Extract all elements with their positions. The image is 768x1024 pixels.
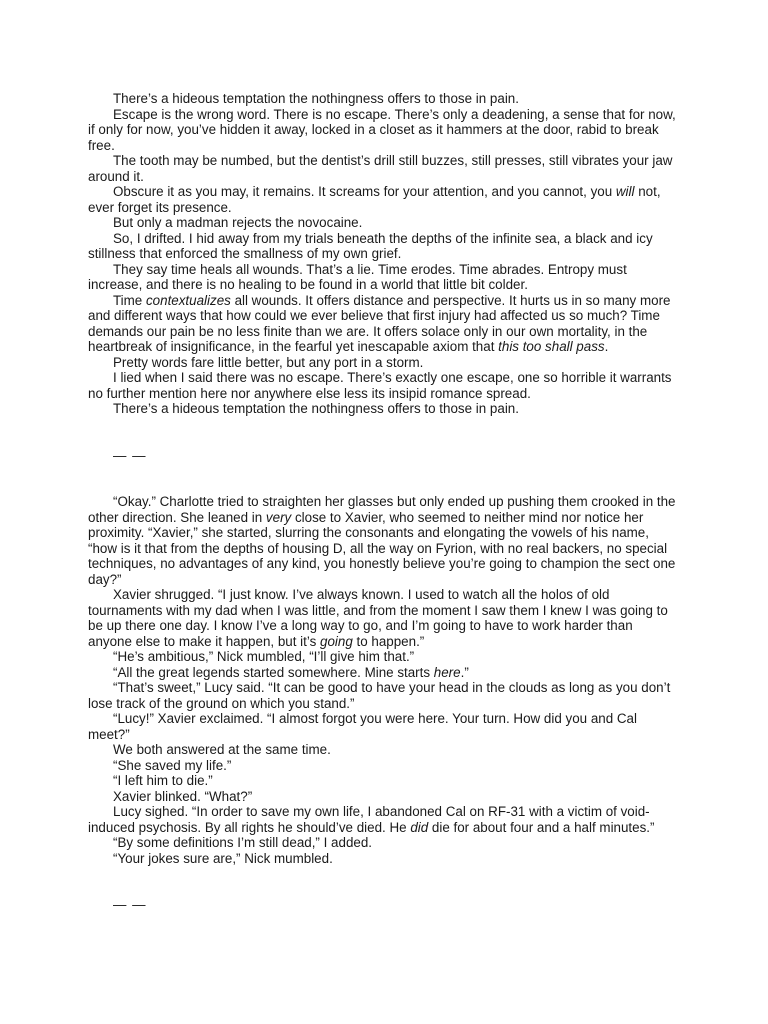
section-separator-end: — —	[113, 897, 147, 912]
emphasis-text: very	[265, 509, 292, 525]
paragraph: “That’s sweet,” Lucy said. “It can be good to have your head in the clouds as long as you don’t lose track of the ground on which you stand.”	[88, 680, 671, 711]
emphasis-text: going	[320, 633, 353, 649]
paragraph: Xavier shrugged. “I just know. I’ve always known. I used to watch all the holos of old tournaments with my dad when I was little, and from the moment I saw them I knew I was going to be up there one day. I know I’ve a long way to go, and I’m going to have to work harder than anyone else to make it happen, but it’s going to happen.”	[88, 587, 668, 649]
paragraph: “By some definitions I’m still dead,” I added.	[113, 835, 373, 850]
paragraph: Obscure it as you may, it remains. It screams for your attention, and you cannot, you will not, ever forget its presence.	[88, 184, 661, 215]
emphasis-text: contextualizes	[145, 292, 231, 308]
text-section-1	[88, 91, 680, 417]
text-section-2	[88, 494, 680, 866]
paragraph: Xavier blinked. “What?”	[113, 788, 253, 804]
paragraph: There’s a hideous temptation the nothingness offers to those in pain.	[113, 91, 519, 106]
paragraph: “Your jokes sure are,” Nick mumbled.	[113, 850, 333, 866]
emphasis-text: did	[410, 819, 429, 835]
paragraph: Pretty words fare little better, but any port in a storm.	[113, 354, 424, 370]
paragraph: They say time heals all wounds. That’s a lie. Time erodes. Time abrades. Entropy must increase, and there is no healing to be found in a world that little bit colder.	[88, 261, 627, 292]
paragraph: Time contextualizes all wounds. It offers distance and perspective. It hurts us in so many more and different ways that how could we ever believe that first injury had affected us so much? Time demands our pain be no less finite than we are. It offers solace only in our own mortality, in the heartbreak of insignificance, in the fearful yet inescapable axiom that this too shall pass.	[88, 292, 671, 354]
paragraph: “Lucy!” Xavier exclaimed. “I almost forgot you were here. Your turn. How did you and Cal meet?”	[88, 711, 637, 742]
paragraph: We both answered at the same time.	[113, 742, 331, 757]
section-separator: — —	[113, 447, 147, 463]
paragraph: “She saved my life.”	[113, 757, 232, 773]
paragraph: But only a madman rejects the novocaine.	[113, 215, 363, 230]
paragraph: The tooth may be numbed, but the dentist’s drill still buzzes, still presses, still vibrates your jaw around it.	[88, 153, 673, 184]
paragraph: “All the great legends started somewhere. Mine starts here.”	[113, 664, 469, 680]
paragraph: Lucy sighed. “In order to save my own life, I abandoned Cal on RF-31 with a victim of void-induced psychosis. By all rights he should’ve died. He did die for about four and a half minutes.”	[88, 804, 655, 835]
paragraph: “I left him to die.”	[113, 773, 213, 788]
emphasis-text: here	[433, 664, 461, 680]
paragraph: There’s a hideous temptation the nothingness offers to those in pain.	[113, 401, 519, 416]
paragraph: I lied when I said there was no escape. There’s exactly one escape, one so horrible it warrants no further mention here nor anywhere else less its insipid romance spread.	[88, 370, 672, 401]
paragraph: Escape is the wrong word. There is no escape. There’s only a deadening, a sense that for now, if only for now, you’ve hidden it away, locked in a closet as it hammers at the door, rabid to break free.	[88, 106, 676, 153]
paragraph: “Okay.” Charlotte tried to straighten her glasses but only ended up pushing them crooked in the other direction. She leaned in very close to Xavier, who seemed to neither mind nor notice her proximity. “Xavier,” she started, slurring the consonants and elongating the vowels of his name, “how is it that from the depths of housing D, all the way on Fyrion, with no real backers, no special techniques, no advantages of any kind, you honestly believe you’re going to champion the sect one day?”	[88, 494, 676, 587]
emphasis-text: will	[615, 184, 635, 199]
emphasis-text: this too shall pass	[498, 339, 605, 354]
paragraph: “He’s ambitious,” Nick mumbled, “I’ll give him that.”	[113, 649, 415, 664]
document-page	[88, 91, 680, 913]
paragraph: So, I drifted. I hid away from my trials beneath the depths of the infinite sea, a black and icy stillness that enforced the smallness of my own grief.	[88, 230, 653, 261]
